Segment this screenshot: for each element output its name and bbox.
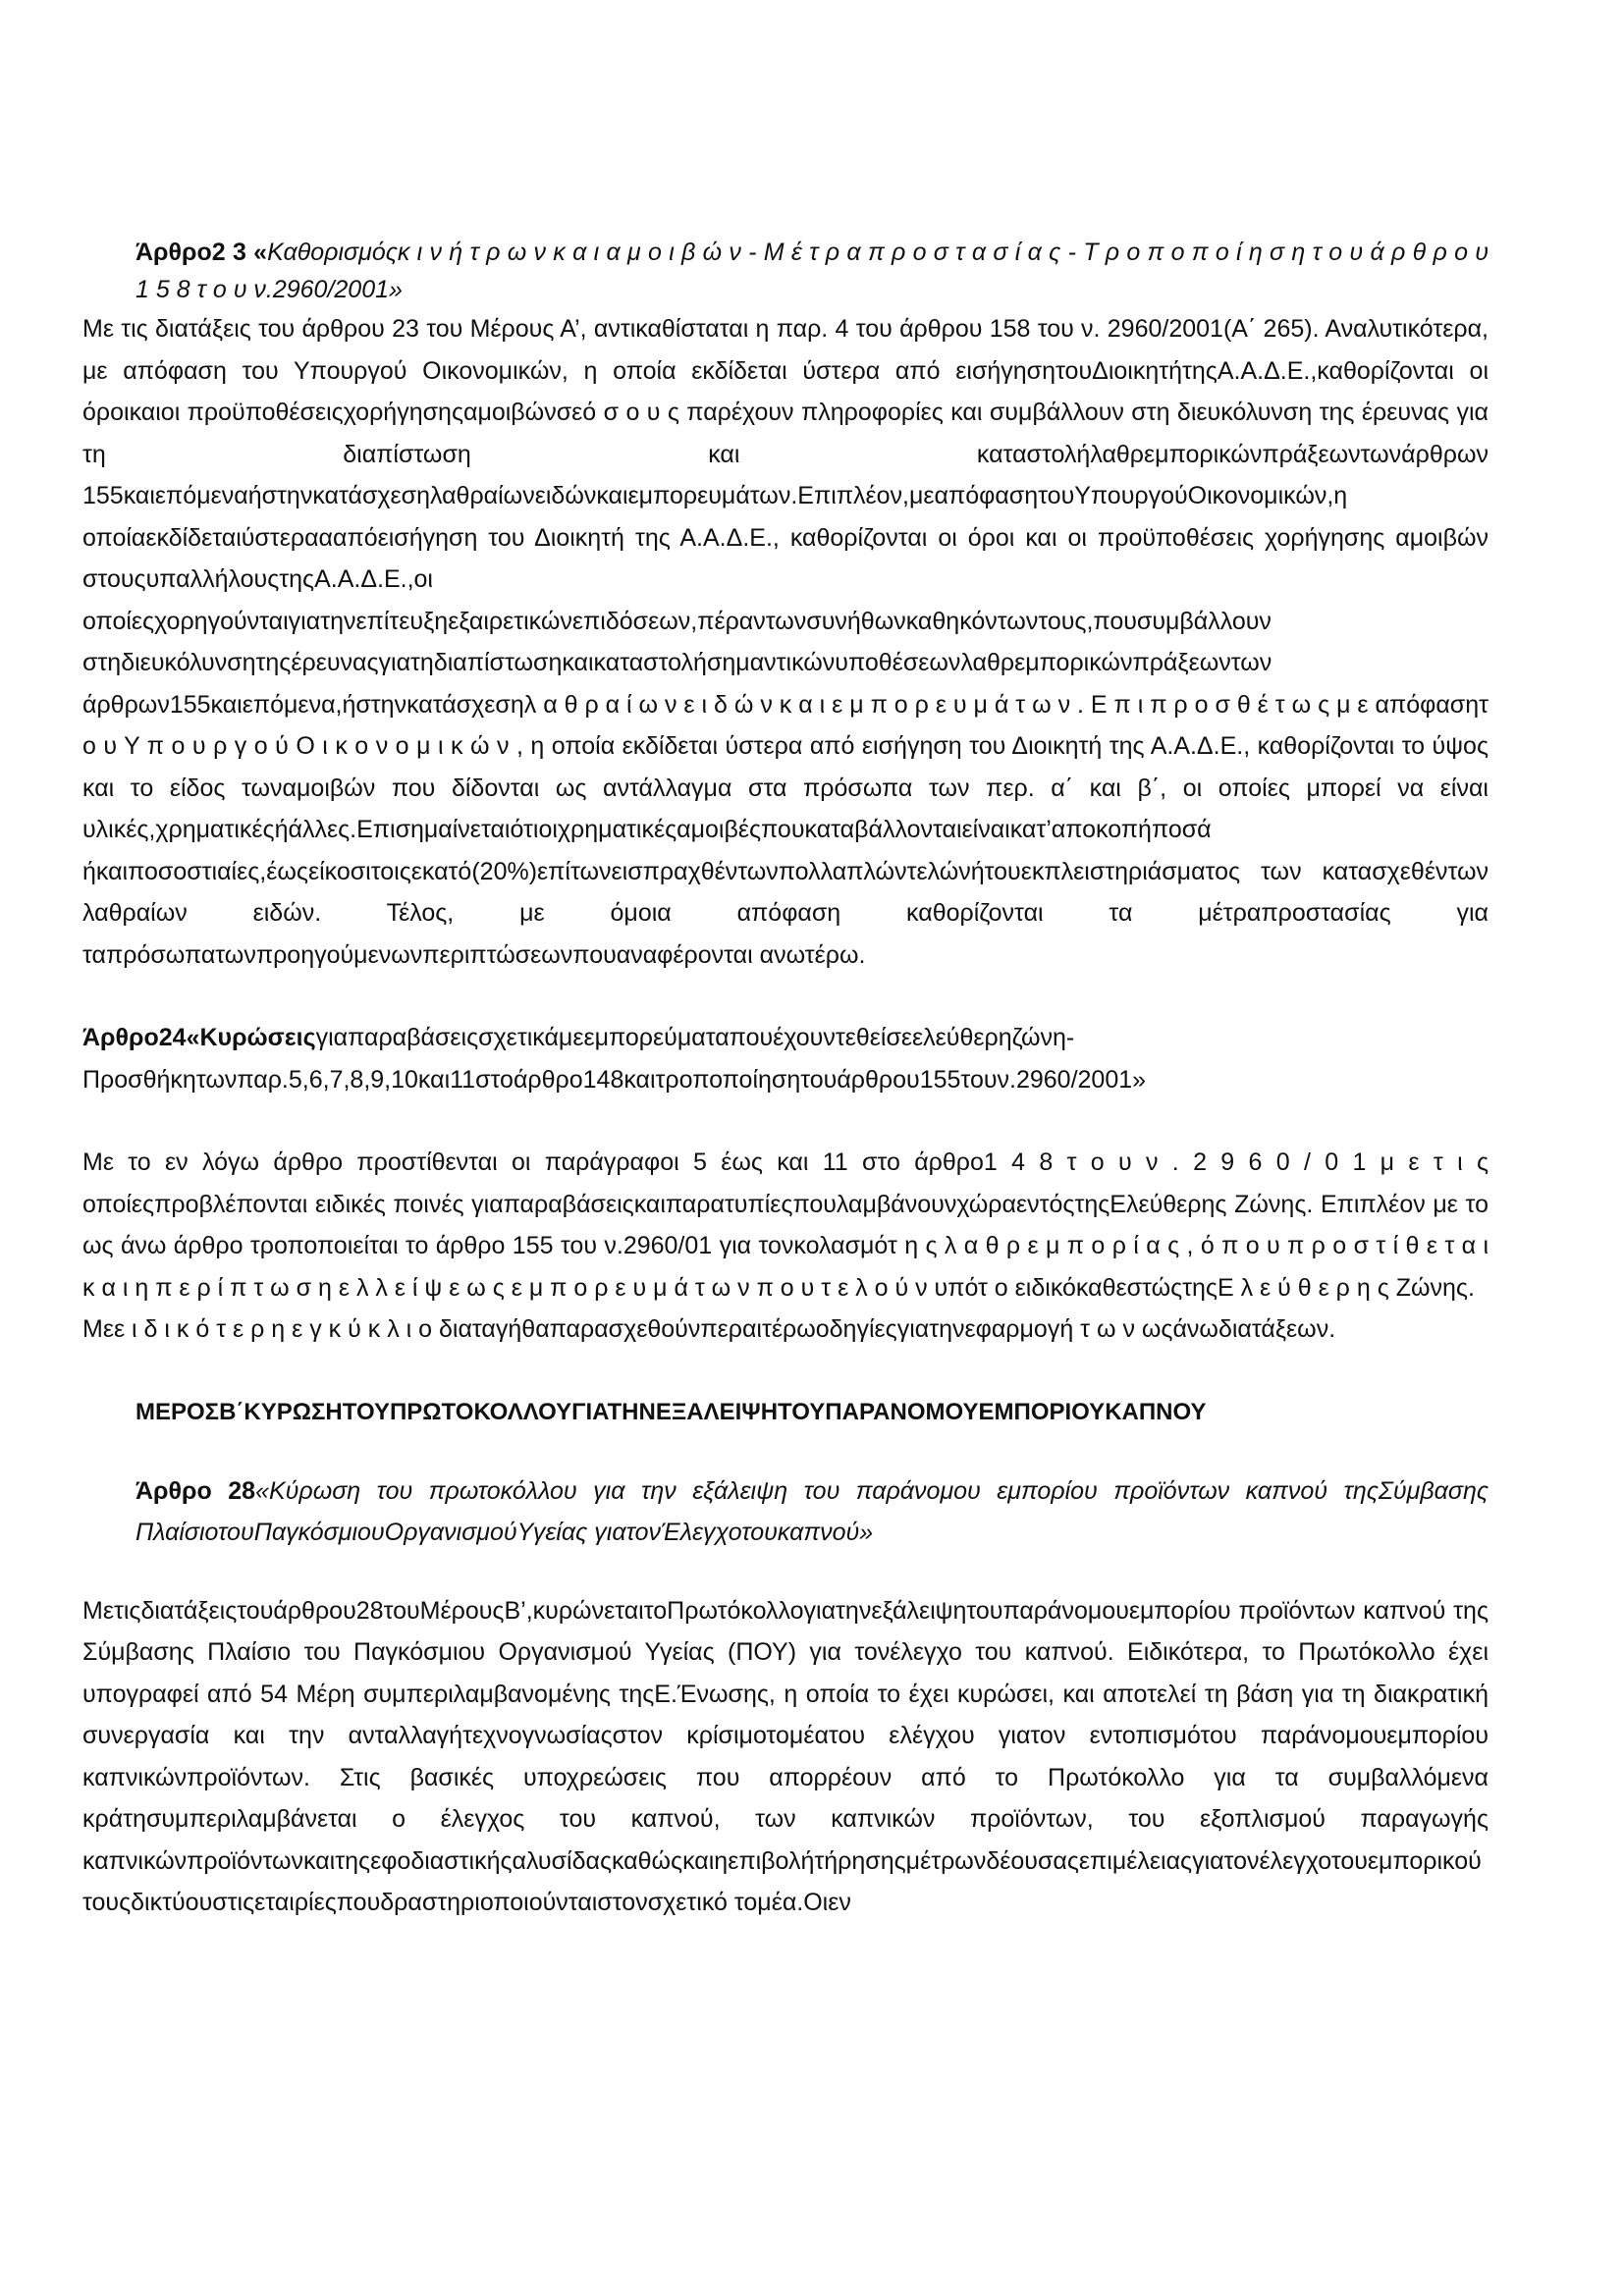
article-23-title: Καθορισμόςκ ι ν ή τ ρ ω ν κ α ι α μ ο ι β ώ ν - Μ έ τ ρ α π ρ ο σ τ α σ ί α ς - Τ ρ ο π ο π ο ί η σ η τ ο υ ά ρ θ ρ ο υ 1 5 8 τ ο υ ν.2960/2001» [135, 239, 1489, 303]
spacer [82, 976, 1489, 1017]
part-b-title: ΜΕΡΟΣΒ΄ΚΥΡΩΣΗΤΟΥΠΡΩΤΟΚΟΛΛΟΥΓΙΑΤΗΝΕΞΑΛΕΙΨΗΤΟΥΠΑΡΑΝΟΜΟΥΕΜΠΟΡΙΟΥΚΑΠΝΟΥ [135, 1398, 1207, 1425]
spacer [82, 1433, 1489, 1470]
article-24-title-rest: γιαπαραβάσειςσχετικάμεεμπορεύματαπουέχουντεθείσεελεύθερηζώνη-Προσθήκητωνπαρ.5,6,7,8,9,10και11στοάρθρο148καιτροποποίησητουάρθρου155τουν.2960/2001» [82, 1024, 1147, 1094]
article-24-body: Με το εν λόγω άρθρο προστίθενται οι παράγραφοι 5 έως και 11 στο άρθρο1 4 8 τ ο υ ν . 2 9 6 0 / 0 1 μ ε τ ι ς οποίεςπροβλέπονται ειδικές ποινές γιαπαραβάσειςκαιπαρατυπίεςπουλαμβάνουνχώραεντόςτηςΕλεύθερης Ζώνης. Επιπλέον με το ως άνω άρθρο τροποποιείται το άρθρο 155 του ν.2960/01 για τονκολασμότ η ς λ α θ ρ ε μ π ο ρ ί α ς , ό π ο υ π ρ ο σ τ ί θ ε τ α ι κ α ι η π ε ρ ί π τ ω σ η ε λ λ ε ί ψ ε ω ς ε μ π ο ρ ε υ μ ά τ ω ν π ο υ τ ε λ ο ύ ν υπότ ο ειδικόκαθεστώςτηςΕ λ ε ύ θ ε ρ η ς Ζώνης. [82, 1148, 1489, 1302]
article-23-body: Με τις διατάξεις του άρθρου 23 του Μέρους Α’, αντικαθίσταται η παρ. 4 του άρθρου 158 του ν. 2960/2001(Α΄ 265). Αναλυτικότερα, με απόφαση του Υπουργού Οικονομικών, η οποία εκδίδεται ύστερα από εισήγησητουΔιοικητήτηςΑ.Α.Δ.Ε.,καθορίζονται οι όροικαιοι προϋποθέσειςχορήγησηςαμοιβώνσεό σ ο υ ς παρέχουν πληροφορίες και συμβάλλουν στη διευκόλυνση της έρευνας για τη διαπίστωση και καταστολήλαθρεμπορικώνπράξεωντωνάρθρων 155καιεπόμεναήστηνκατάσχεσηλαθραίωνειδώνκαιεμπορευμάτων.Επιπλέον,μεαπόφασητουΥπουργούΟικονομικών,η οποίαεκδίδεταιύστεραααπόεισήγηση του Διοικητή της Α.Α.Δ.Ε., καθορίζονται οι όροι και οι προϋποθέσεις χορήγησης αμοιβών στουςυπαλλήλουςτηςΑ.Α.Δ.Ε.,οι οποίεςχορηγούνταιγιατηνεπίτευξηεξαιρετικώνεπιδόσεων,πέραντωνσυνήθωνκαθηκόντωντους,πουσυμβάλλουν στηδιευκόλυνσητηςέρευναςγιατηδιαπίστωσηκαικαταστολήσημαντικώνυποθέσεωνλαθρεμπορικώνπράξεωντων άρθρων155καιεπόμενα,ήστηνκατάσχεσηλ α θ ρ α ί ω ν ε ι δ ώ ν κ α ι ε μ π ο ρ ε υ μ ά τ ω ν . Ε π ι π ρ ο σ θ έ τ ω ς μ ε απόφασητ ο υ Υ π ο υ ρ γ ο ύ Ο ι κ ο ν ο μ ι κ ώ ν , η οποία εκδίδεται ύστερα από εισήγηση του Διοικητή της Α.Α.Δ.Ε., καθορίζονται το ύψος και το είδος τωναμοιβών που δίδονται ως αντάλλαγμα στα πρόσωπα των περ. α΄ και β΄, οι οποίες μπορεί να είναι υλικές,χρηματικέςήάλλες.Επισημαίνεταιότιοιχρηματικέςαμοιβέςπουκαταβάλλονταιείναικατ’αποκοπήποσά ήκαιποσοστιαίες,έωςείκοσιτοιςεκατό(20%)επίτωνεισπραχθέντωνπολλαπλώντελώνήτουεκπλειστηριάσματος των κατασχεθέντων λαθραίων ειδών. Τέλος, με όμοια απόφαση καθορίζονται τα μέτραπροστασίας για ταπρόσωπατωνπροηγούμενωνπεριπτώσεωνπουαναφέρονται ανωτέρω. [82, 315, 1489, 969]
article-28-number: Άρθρο 28 [135, 1476, 256, 1505]
article-24-number: Άρθρο24«Κυρώσεις [82, 1024, 316, 1051]
article-24-title [82, 1017, 1489, 1100]
article-23-number: Άρθρο2 3 « [135, 239, 268, 266]
article-24-body-2: Μεε ι δ ι κ ό τ ε ρ η ε γ κ ύ κ λ ι ο διαταγήθαπαρασχεθούνπεραιτέρωοδηγίεςγιατηνεφαρμογή τ ω ν ωςάνωδιατάξεων. [82, 1315, 1336, 1343]
article-28-body: Μετιςδιατάξειςτουάρθρου28τουΜέρουςΒ’,κυρώνεταιτοΠρωτόκολλογιατηνεξάλειψητουπαράνομουεμπορίου προϊόντων καπνού της Σύμβασης Πλαίσιο του Παγκόσμιου Οργανισμού Υγείας (ΠΟΥ) για τονέλεγχο του καπνού. Ειδικότερα, το Πρωτόκολλο έχει υπογραφεί από 54 Μέρη συμπεριλαμβανομένης τηςΕ.Ένωσης, η οποία το έχει κυρώσει, και αποτελεί τη βάση για τη διακρατική συνεργασία και την ανταλλαγήτεχνογνωσίαςστον κρίσιμοτομέατου ελέγχου γιατον εντοπισμότου παράνομουεμπορίου καπνικώνπροϊόντων. Στις βασικές υποχρεώσεις που απορρέουν από το Πρωτόκολλο για τα συμβαλλόμενα κράτησυμπεριλαμβάνεται ο έλεγχος του καπνού, των καπνικών προϊόντων, του εξοπλισμού παραγωγής καπνικώνπροϊόντωνκαιτηςεφοδιαστικήςαλυσίδαςκαθώςκαιηεπιβολήτήρησηςμέτρωνδέουσαςεπιμέλειαςγιατονέλεγχοτουεμπορικούτουςδικτύουστιςεταιρίεςπουδραστηριοποιούνταιστονσχετικό τομέα.Οιεν [82, 1596, 1489, 1916]
article-28-heading [82, 1470, 1489, 1553]
spacer [82, 1351, 1489, 1392]
article-28-title: «Κύρωση του πρωτοκόλλου για την εξάλειψη του παράνομου εμπορίου προϊόντων καπνού τηςΣύμβασης ΠλαίσιοτουΠαγκόσμιουΟργανισμούΥγείας γιατονΈλεγχοτουκαπνού» [135, 1476, 1489, 1546]
spacer [82, 1100, 1489, 1142]
article-23-heading [82, 234, 1489, 308]
document-page [82, 234, 1489, 1924]
spacer [82, 1553, 1489, 1590]
